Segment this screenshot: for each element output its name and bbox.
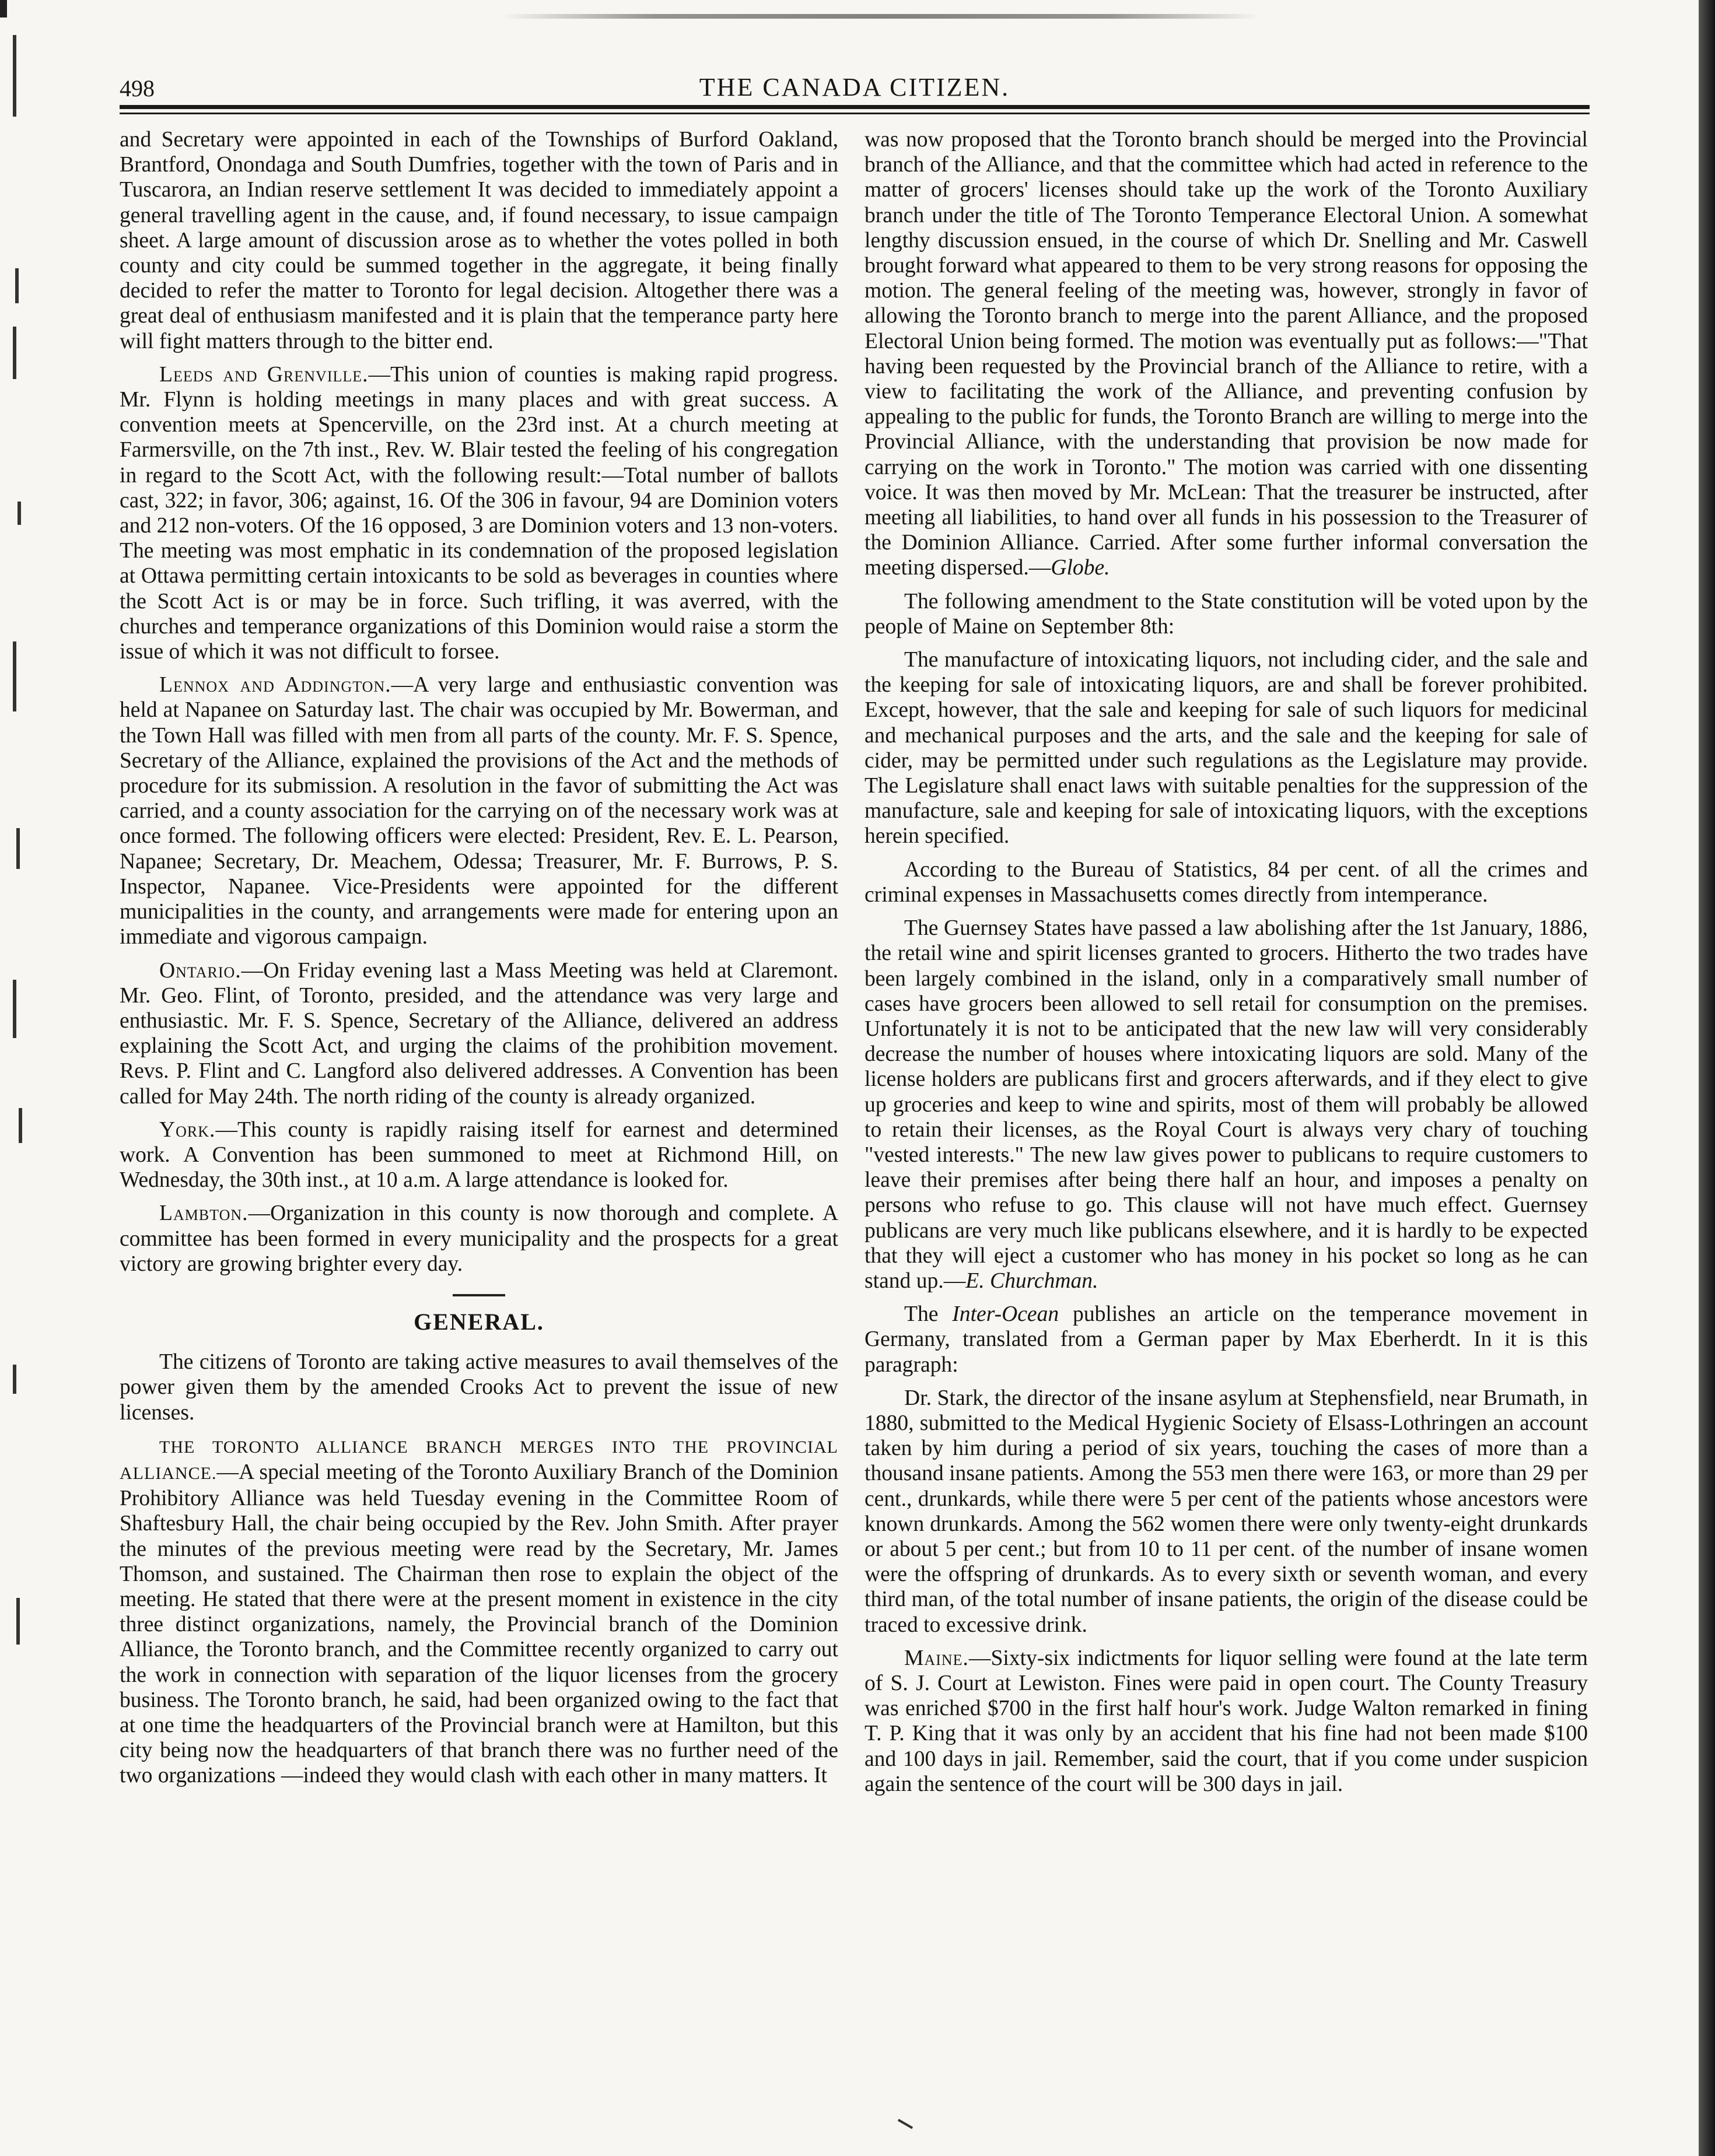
paragraph: was now proposed that the Toronto branch should be merged into the Provincial branch of the Alliance, and that the committee which had acted in reference to the matter of grocers' licenses should take up the work of the Toronto Auxiliary branch under the title of The Toronto Temperance Electoral Union. A somewhat lengthy discussion ensued, in the course of which Dr. Snelling and Mr. Caswell brought forward what appeared to them to be very strong reasons for opposing the motion. The general feeling of the meeting was, however, strongly in favor of allowing the Toronto branch to merge into the parent Alliance, and the proposed Electoral Union being formed. The motion was eventually put as follows:—"That having been requested by the Provincial branch of the Alliance to retire, with a view to facilitating the work of the Alliance, and preventing confusion by appealing to the public for funds, the Toronto Branch are willing to merge into the Provincial Alliance, with the understanding that provision be now made for carrying on the work in Toronto." The motion was carried with one dissenting voice. It was then moved by Mr. McLean: That the treasurer be instructed, after meeting all liabilities, to hand over all funds in his possession to the Treasurer of the Dominion Alliance. Carried. After some further informal conversation the meeting dispersed.—Globe.: [864, 128, 1588, 580]
paragraph-lennox-addington: Lennox and Addington.—A very large and enthusiastic convention was held at Napanee on Saturday last. The chair was occupied by Mr. Bowerman, and the Town Hall was filled with men from all parts of the county. Mr. F. S. Spence, Secretary of the Alliance, explained the provisions of the Act and the methods of procedure for its submission. A resolution in the favor of submitting the Act was carried, and a county association for the carrying on of the necessary work was at once formed. The following officers were elected: President, Rev. E. L. Pearson, Napanee; Secretary, Dr. Meachem, Odessa; Treasurer, Mr. F. Burrows, P. S. Inspector, Napanee. Vice-Presidents were appointed for the different municipalities in the county, and arrangements were made for entering upon an immediate and vigorous campaign.: [120, 673, 839, 949]
paragraph-lambton: Lambton.—Organization in this county is now thorough and complete. A committee has been formed in every municipality and the prospects for a great victory are growing brighter every day.: [120, 1201, 838, 1276]
masthead-title: THE CANADA CITIZEN.: [699, 73, 1010, 101]
paragraph-maine: Maine.—Sixty-six indictments for liquor selling were found at the late term of S. J. Court at Lewiston. Fines were paid in open court. The County Treasury was enriched $700 in the first half hour's work. Judge Walton remarked in fining T. P. King that it was only by an accident that his fine had not been made $100 and 100 days in jail. Remember, said the court, that if you come under suspicion again the sentence of the court will be 300 days in jail.: [864, 1646, 1588, 1796]
paragraph: and Secretary were appointed in each of the Townships of Burford Oakland, Brantford, Onondaga and South Dumfries, together with the town of Paris and in Tuscarora, an Indian reserve settlement It was decided to immediately appoint a general travelling agent in the cause, and, if found necessary, to issue campaign sheet. A large amount of discussion arose as to whether the votes polled in both county and city could be summed together in the aggregate, it being finally decided to refer the matter to Toronto for legal decision. Altogether there was a great deal of enthusiasm manifested and it is plain that the temperance party here will fight matters through to the bitter end.: [120, 128, 838, 353]
print-smudge: [502, 14, 1260, 19]
paragraph-dr-stark: Dr. Stark, the director of the insane asylum at Stephensfield, near Brumath, in 1880, submitted to the Medical Hygienic Society of Elsass-Lothringen an account taken by him during a period of six years, touching the cases of more than a thousand insane patients. Among the 553 men there were 163, or more than 29 per cent., drunkards, while there were 5 per cent of the patients whose ancestors were known drunkards. Among the 562 women there were only twenty-eight drunkards or about 5 per cent.; but from 10 to 11 per cent. of the number of insane women were the offspring of drunkards. As to every sixth or seventh woman, and every third man, of the total number of insane patients, the origin of the disease could be traced to excessive drink.: [864, 1386, 1588, 1637]
paragraph-ontario: Ontario.—On Friday evening last a Mass Meeting was held at Claremont. Mr. Geo. Flint, of Toronto, presided, and the attendance was very large and enthusiastic. Mr. F. S. Spence, Secretary of the Alliance, delivered an address explaining the Scott Act, and urging the claims of the prohibition movement. Revs. P. Flint and C. Langford also delivered addresses. A Convention has been called for May 24th. The north riding of the county is already organized.: [120, 958, 838, 1109]
paragraph-toronto-alliance: THE TORONTO ALLIANCE BRANCH MERGES INTO THE PROVINCIAL ALLIANCE.—A special meeting of the Toronto Auxiliary Branch of the Dominion Prohibitory Alliance was held Tuesday evening in the Committee Room of Shaftesbury Hall, the chair being occupied by the Rev. John Smith. After prayer the minutes of the previous meeting were read by the Secretary, Mr. James Thomson, and sustained. The Chairman then rose to explain the object of the meeting. He stated that there were at the present moment in existence in the city three distinct organizations, namely, the Provincial branch of the Dominion Alliance, the Toronto branch, and the Committee recently organized to carry out the work in connection with separation of the liquor licenses from the grocery business. The Toronto branch, he said, had been organized owing to the fact that at one time the headquarters of the Provincial branch were at Hamilton, but this city being now the headquarters of that branch there was no further need of the two organizations —indeed they would clash with each other in many matters. It: [120, 1437, 838, 1788]
paragraph: The following amendment to the State constitution will be voted upon by the people of Maine on September 8th:: [864, 589, 1588, 639]
section-lead: Maine.: [904, 1646, 969, 1670]
section-divider: [453, 1294, 505, 1296]
left-column: [120, 127, 838, 1797]
section-lead: Leeds and Grenville.: [159, 362, 369, 387]
right-column: [864, 127, 1588, 1805]
source-credit: E. Churchman.: [965, 1268, 1098, 1293]
header-rule-thick: [120, 105, 1590, 109]
source-credit: Globe.: [1051, 556, 1110, 580]
paragraph-inter-ocean: The Inter-Ocean publishes an article on the temperance movement in Germany, translated from a German paper by Max Eberherdt. In it is this paragraph:: [864, 1302, 1588, 1377]
section-lead: Lennox and Addington.: [159, 673, 391, 697]
margin-specks: [13, 23, 48, 1948]
page-number: 498: [120, 75, 155, 101]
page-header: [120, 69, 1590, 104]
paragraph: According to the Bureau of Statistics, 84 per cent. of all the crimes and criminal expenses in Massachusetts comes directly from intemperance.: [864, 857, 1588, 907]
section-lead: York.: [159, 1117, 216, 1142]
section-lead: THE TORONTO ALLIANCE BRANCH MERGES INTO THE PROVINCIAL ALLIANCE.: [120, 1437, 838, 1483]
paragraph-amendment: The manufacture of intoxicating liquors, not including cider, and the sale and the keeping for sale of intoxicating liquors, are and shall be forever prohibited. Except, however, that the sale and keeping for sale of such liquors for medicinal and mechanical purposes and the arts, and the sale and the keeping for sale of cider, may be permitted under such regulations as the Legislature may provide. The Legislature shall enact laws with suitable penalties for the suppression of the manufacture, sale and keeping for sale of intoxicating liquors, with the exceptions herein specified.: [864, 648, 1588, 849]
print-mark: [898, 2119, 913, 2129]
page-edge-shadow: [1699, 0, 1715, 2156]
publication-name: Inter-Ocean: [952, 1302, 1059, 1327]
paragraph-guernsey: The Guernsey States have passed a law abolishing after the 1st January, 1886, the retail wine and spirit licenses granted to grocers. Hitherto the two trades have been largely combined in the island, only in a comparatively small number of cases have grocers been allowed to sell retail for consumption on the premises. Unfortunately it is not to be anticipated that the new law will very considerably decrease the number of houses where intoxicating liquors are sold. Many of the license holders are publicans first and grocers afterwards, and if they elect to give up groceries and keep to wine and spirits, most of them will probably be allowed to retain their licenses, as the Royal Court is always very chary of touching "vested interests." The new law gives power to publicans to require customers to leave their premises after being there half an hour, and imposes a penalty on persons who refuse to go. This clause will not have much effect. Guernsey publicans are very much like publicans elsewhere, and it is hardly to be expected that they will eject a customer who has money in his pocket so long as he can stand up.—E. Churchman.: [864, 916, 1588, 1293]
binding-edge: [0, 0, 7, 2156]
paragraph-york: York.—This county is rapidly raising itself for earnest and determined work. A Convention has been summoned to meet at Richmond Hill, on Wednesday, the 30th inst., at 10 a.m. A large attendance is looked for.: [120, 1117, 838, 1193]
section-lead: Ontario.: [159, 958, 242, 983]
paragraph-leeds-grenville: Leeds and Grenville.—This union of counties is making rapid progress. Mr. Flynn is holding meetings in many places and with great success. A convention meets at Spencerville, on the 23rd inst. At a church meeting at Farmersville, on the 7th inst., Rev. W. Blair tested the feeling of his congregation in regard to the Scott Act, with the following result:—Total number of ballots cast, 322; in favor, 306; against, 16. Of the 306 in favour, 94 are Dominion voters and 212 non-voters. Of the 16 opposed, 3 are Dominion voters and 13 non-voters. The meeting was most emphatic in its condemnation of the proposed legislation at Ottawa permitting certain intoxicants to be sold as beverages in counties where the Scott Act is or may be in force. Such trifling, it was averred, with the churches and temperance organizations of this Dominion would raise a storm the issue of which it was not difficult to forsee.: [120, 362, 838, 664]
paragraph: The citizens of Toronto are taking active measures to avail themselves of the power given them by the amended Crooks Act to prevent the issue of new licenses.: [120, 1350, 838, 1425]
header-rule-thin: [120, 113, 1590, 114]
section-lead: Lambton.: [159, 1201, 249, 1226]
section-heading-general: GENERAL.: [414, 1308, 544, 1335]
